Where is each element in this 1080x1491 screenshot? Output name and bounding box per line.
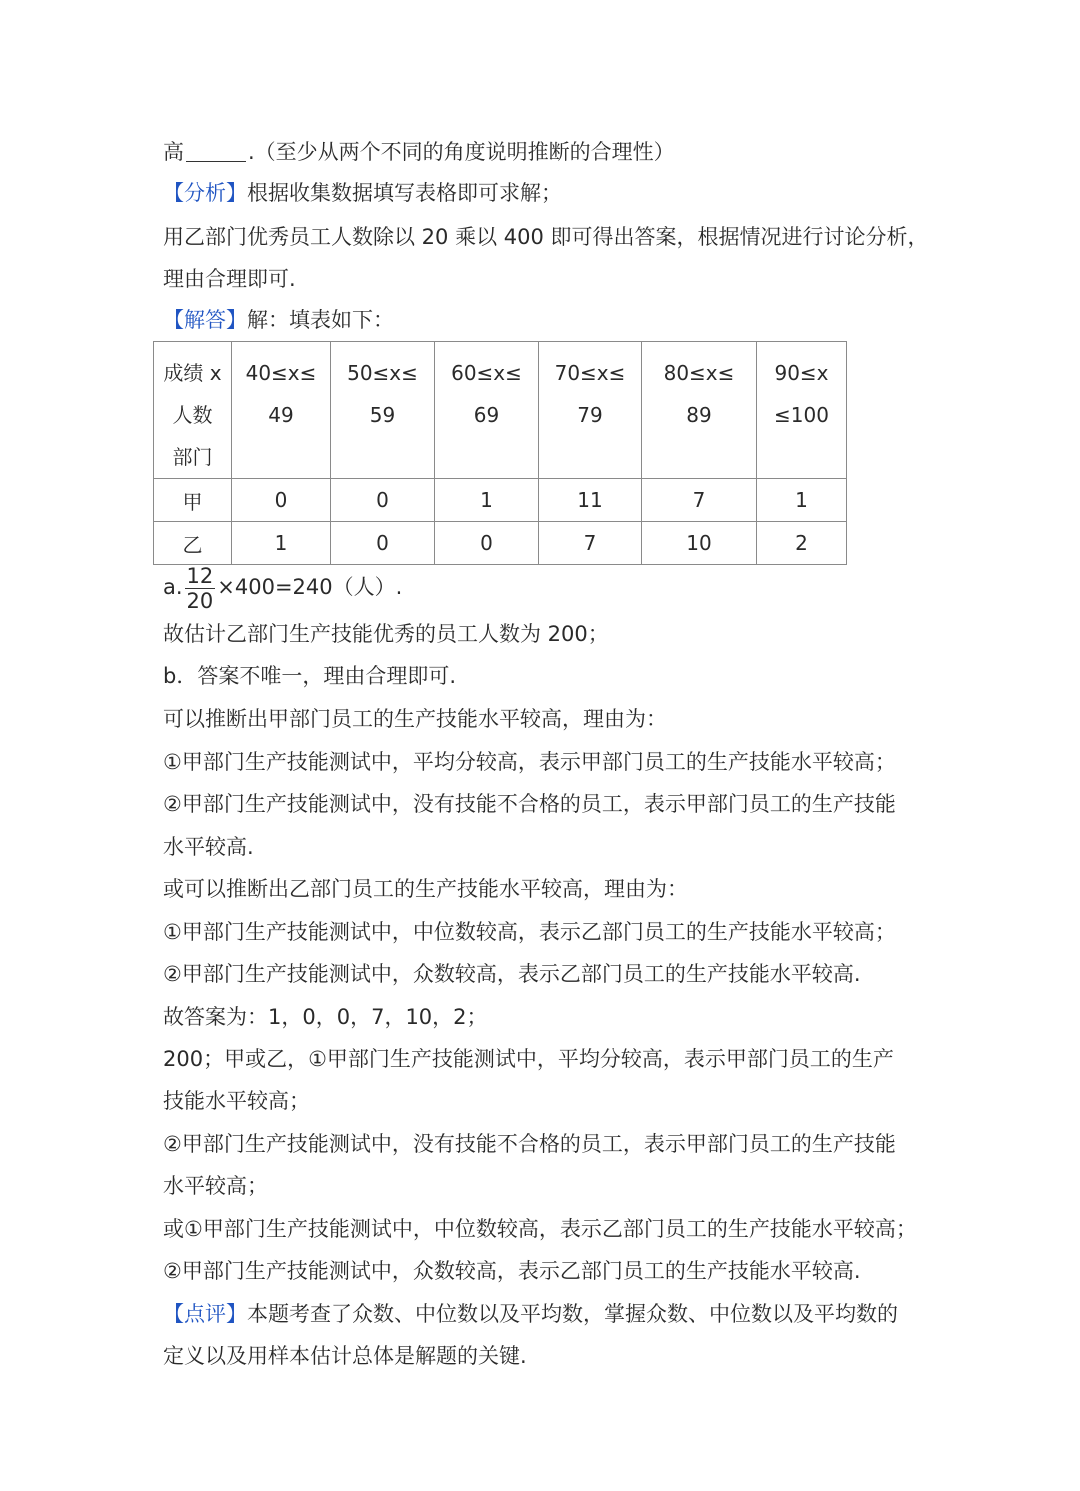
range-end: 49: [268, 403, 294, 427]
formula-line: [163, 563, 402, 613]
count-cell: 1: [435, 479, 539, 522]
body-line: 可以推断出甲部门员工的生产技能水平较高，理由为：: [163, 707, 667, 731]
body-line: ①甲部门生产技能测试中，中位数较高，表示乙部门员工的生产技能水平较高；: [163, 920, 896, 944]
count-cell: 10: [642, 522, 757, 565]
dept-cell: 乙: [154, 522, 232, 565]
range-start: 70≤x≤: [554, 361, 626, 385]
count-cell: 1: [232, 522, 331, 565]
body-line: 水平较高；: [163, 1174, 268, 1198]
answer-blank: [186, 139, 246, 162]
body-line: 水平较高.: [163, 835, 254, 859]
count-cell: 0: [331, 479, 435, 522]
count-cell: 0: [435, 522, 539, 565]
fraction-numerator: 12: [186, 563, 214, 588]
body-line: 或①甲部门生产技能测试中，中位数较高，表示乙部门员工的生产技能水平较高；: [163, 1217, 917, 1241]
review-line-2: 定义以及用样本估计总体是解题的关键.: [163, 1344, 527, 1368]
question-tail: [163, 137, 675, 167]
body-line: ②甲部门生产技能测试中，没有技能不合格的员工，表示甲部门员工的生产技能: [163, 792, 896, 816]
solution-text: 解：填表如下：: [247, 308, 394, 332]
body-line: b．答案不唯一，理由合理即可.: [163, 664, 457, 688]
count-cell: 0: [232, 479, 331, 522]
header-dept-label: 部门: [172, 445, 213, 469]
count-cell: 0: [331, 522, 435, 565]
fraction: [185, 564, 216, 613]
fraction-denominator: 20: [186, 588, 214, 613]
analysis-tag: 【分析】: [163, 181, 247, 205]
header-range-cell: [232, 342, 331, 479]
range-end: 79: [577, 403, 603, 427]
count-cell: 2: [757, 522, 847, 565]
body-line: ②甲部门生产技能测试中，众数较高，表示乙部门员工的生产技能水平较高.: [163, 962, 861, 986]
count-cell: 7: [642, 479, 757, 522]
header-range-cell: [539, 342, 642, 479]
body-line: 技能水平较高；: [163, 1089, 310, 1113]
range-end: ≤100: [774, 403, 829, 427]
formula-prefix: a.: [163, 575, 183, 599]
header-range-cell: [757, 342, 847, 479]
range-end: 89: [686, 403, 712, 427]
range-start: 80≤x≤: [663, 361, 735, 385]
header-score-label: 成绩 x: [163, 361, 222, 385]
analysis-line-2: 用乙部门优秀员工人数除以 20 乘以 400 即可得出答案，根据情况进行讨论分析，: [163, 225, 929, 249]
analysis-text: 根据收集数据填写表格即可求解；: [247, 181, 562, 205]
table-row: [154, 479, 847, 522]
range-end: 59: [369, 403, 396, 427]
body-line: 或可以推断出乙部门员工的生产技能水平较高，理由为：: [163, 877, 688, 901]
header-corner-cell: [154, 342, 232, 479]
body-line: 200；甲或乙，①甲部门生产技能测试中，平均分较高，表示甲部门员工的生产: [163, 1047, 894, 1071]
range-end: 69: [473, 403, 500, 427]
dept-cell: 甲: [154, 479, 232, 522]
body-line: 故估计乙部门生产技能优秀的员工人数为 200；: [163, 622, 609, 646]
header-range-cell: [435, 342, 539, 479]
count-cell: 11: [539, 479, 642, 522]
table-header-row: [154, 342, 847, 479]
table-row: [154, 522, 847, 565]
body-line: 故答案为：1，0，0，7，10，2；: [163, 1005, 488, 1029]
review-text: 本题考查了众数、中位数以及平均数，掌握众数、中位数以及平均数的: [247, 1302, 898, 1326]
body-line: ①甲部门生产技能测试中，平均分较高，表示甲部门员工的生产技能水平较高；: [163, 750, 896, 774]
body-line: ②甲部门生产技能测试中，没有技能不合格的员工，表示甲部门员工的生产技能: [163, 1132, 896, 1156]
review-tag: 【点评】: [163, 1302, 247, 1326]
analysis-line-3: 理由合理即可.: [163, 267, 296, 291]
analysis-line: [163, 178, 562, 208]
answer-prefix: 高: [163, 140, 184, 164]
count-cell: 1: [757, 479, 847, 522]
formula-rest: ×400=240（人）.: [217, 575, 403, 599]
range-start: 90≤x: [774, 361, 829, 385]
review-line: [163, 1299, 898, 1329]
count-cell: 7: [539, 522, 642, 565]
range-start: 50≤x≤: [347, 361, 418, 385]
solution-tag: 【解答】: [163, 308, 247, 332]
range-start: 40≤x≤: [245, 361, 317, 385]
header-count-label: 人数: [172, 403, 213, 427]
solution-line: [163, 305, 394, 335]
header-range-cell: [642, 342, 757, 479]
score-table: [153, 341, 847, 565]
body-line: ②甲部门生产技能测试中，众数较高，表示乙部门员工的生产技能水平较高.: [163, 1259, 861, 1283]
header-range-cell: [331, 342, 435, 479]
range-start: 60≤x≤: [451, 361, 522, 385]
question-note: .（至少从两个不同的角度说明推断的合理性）: [248, 140, 675, 164]
